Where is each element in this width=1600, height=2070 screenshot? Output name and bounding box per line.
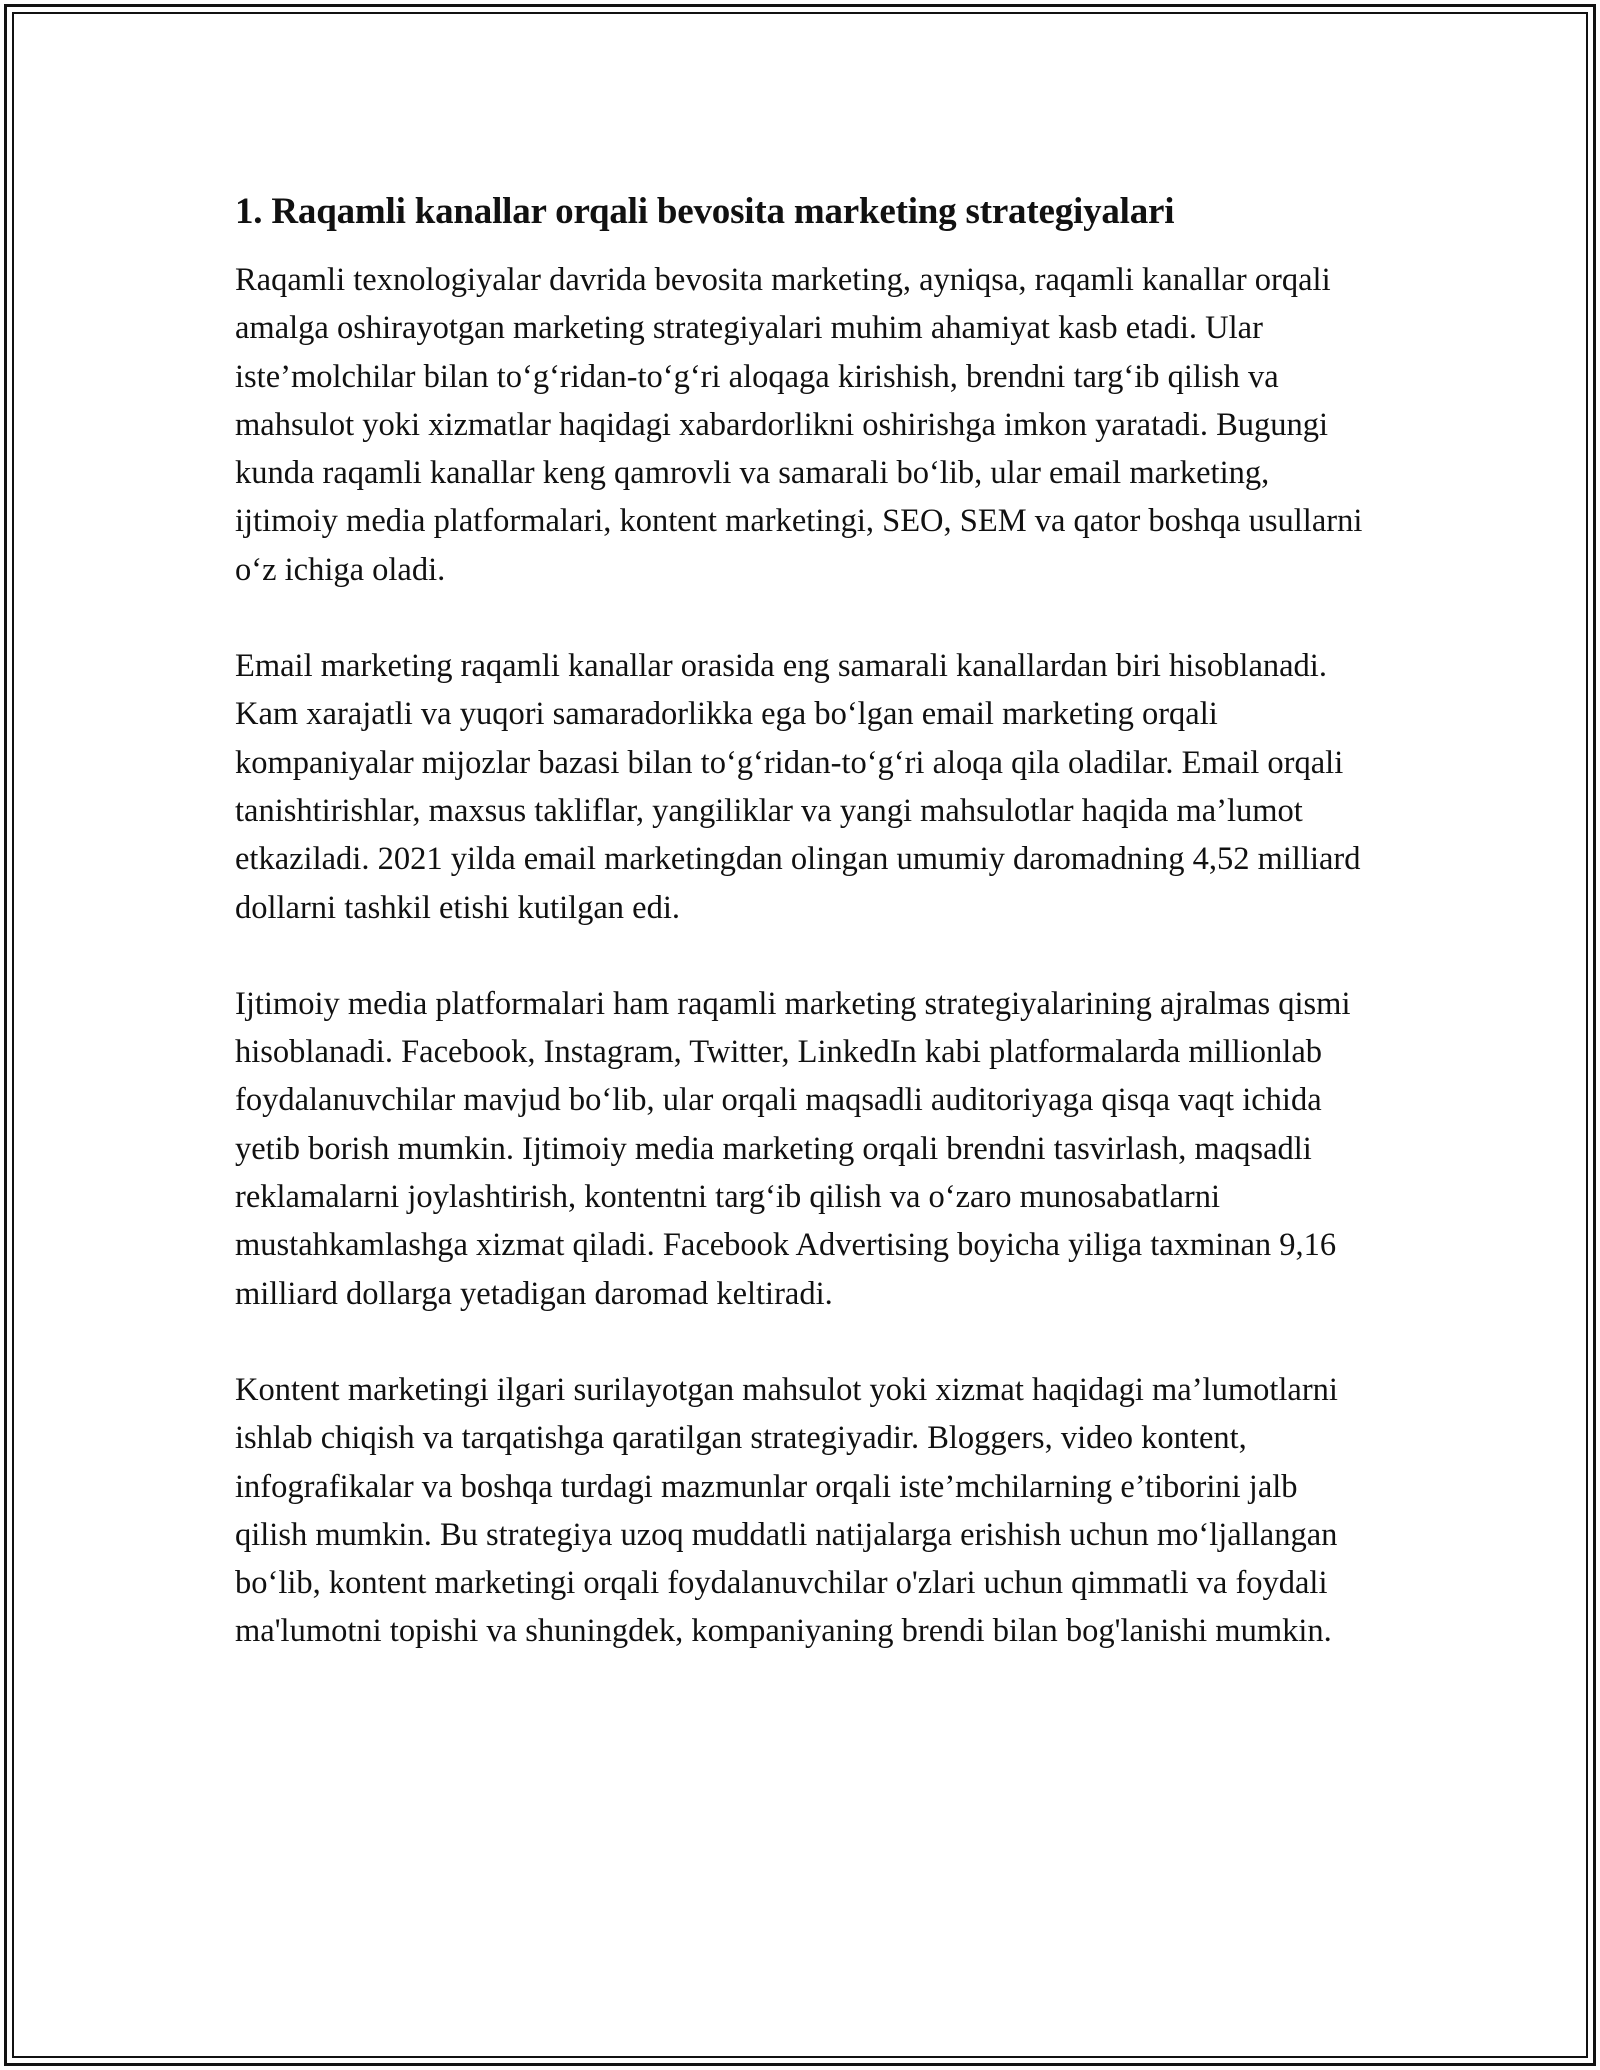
document-body (235, 186, 1365, 1704)
paragraph-social-media: Ijtimoiy media platformalari ham raqamli marketing strategiyalarining ajralmas qismi hisoblanadi. Facebook, Instagram, Twitter, LinkedIn kabi platformalarda millionlab foydalanuvchilar mavjud bo‘lib, ular orqali maqsadli auditoriyaga qisqa vaqt ichida yetib borish mumkin. Ijtimoiy media marketing orqali brendni tasvirlash, maqsadli reklamalarni joylashtirish, kontentni targ‘ib qilish va o‘zaro munosabatlarni mustahkamlashga xizmat qiladi. Facebook Advertising boyicha yiliga taxminan 9,16 milliard dollarga yetadigan daromad keltiradi. (235, 985, 1351, 1312)
paragraph-intro: Raqamli texnologiyalar davrida bevosita marketing, ayniqsa, raqamli kanallar orqali amalga oshirayotgan marketing strategiyalari muhim ahamiyat kasb etadi. Ular iste’molchilar bilan to‘g‘ridan-to‘g‘ri aloqaga kirishish, brendni targ‘ib qilish va mahsulot yoki xizmatlar haqidagi xabardorlikni oshirishga imkon yaratadi. Bugungi kunda raqamli kanallar keng qamrovli va samarali bo‘lib, ular email marketing, ijtimoiy media platformalari, kontent marketingi, SEO, SEM va qator boshqa usullarni o‘z ichiga oladi. (235, 262, 1363, 588)
paragraph-email-marketing: Email marketing raqamli kanallar orasida eng samarali kanallardan biri hisoblanadi. Kam xarajatli va yuqori samaradorlikka ega bo‘lgan email marketing orqali kompaniyalar mijozlar bazasi bilan to‘g‘ridan-to‘g‘ri aloqa qila oladilar. Email orqali tanishtirishlar, maxsus takliflar, yangiliklar va yangi mahsulotlar haqida ma’lumot etkaziladi. 2021 yilda email marketingdan olingan umumiy daromadning 4,52 milliard dollarni tashkil etishi kutilgan edi. (235, 648, 1361, 926)
paragraph-content-marketing: Kontent marketingi ilgari surilayotgan mahsulot yoki xizmat haqidagi ma’lumotlarni ishlab chiqish va tarqatishga qaratilgan strategiyadir. Bloggers, video kontent, infografikalar va boshqa turdagi mazmunlar orqali iste’mchilarning e’tiborini jalb qilish mumkin. Bu strategiya uzoq muddatli natijalarga erishish uchun mo‘ljallangan bo‘lib, kontent marketingi orqali foydalanuvchilar o'zlari uchun qimmatli va foydali ma'lumotni topishi va shuningdek, kompaniyaning brendi bilan bog'lanishi mumkin. (235, 1371, 1338, 1650)
section-heading: 1. Raqamli kanallar orqali bevosita marketing strategiyalari (235, 191, 1175, 232)
